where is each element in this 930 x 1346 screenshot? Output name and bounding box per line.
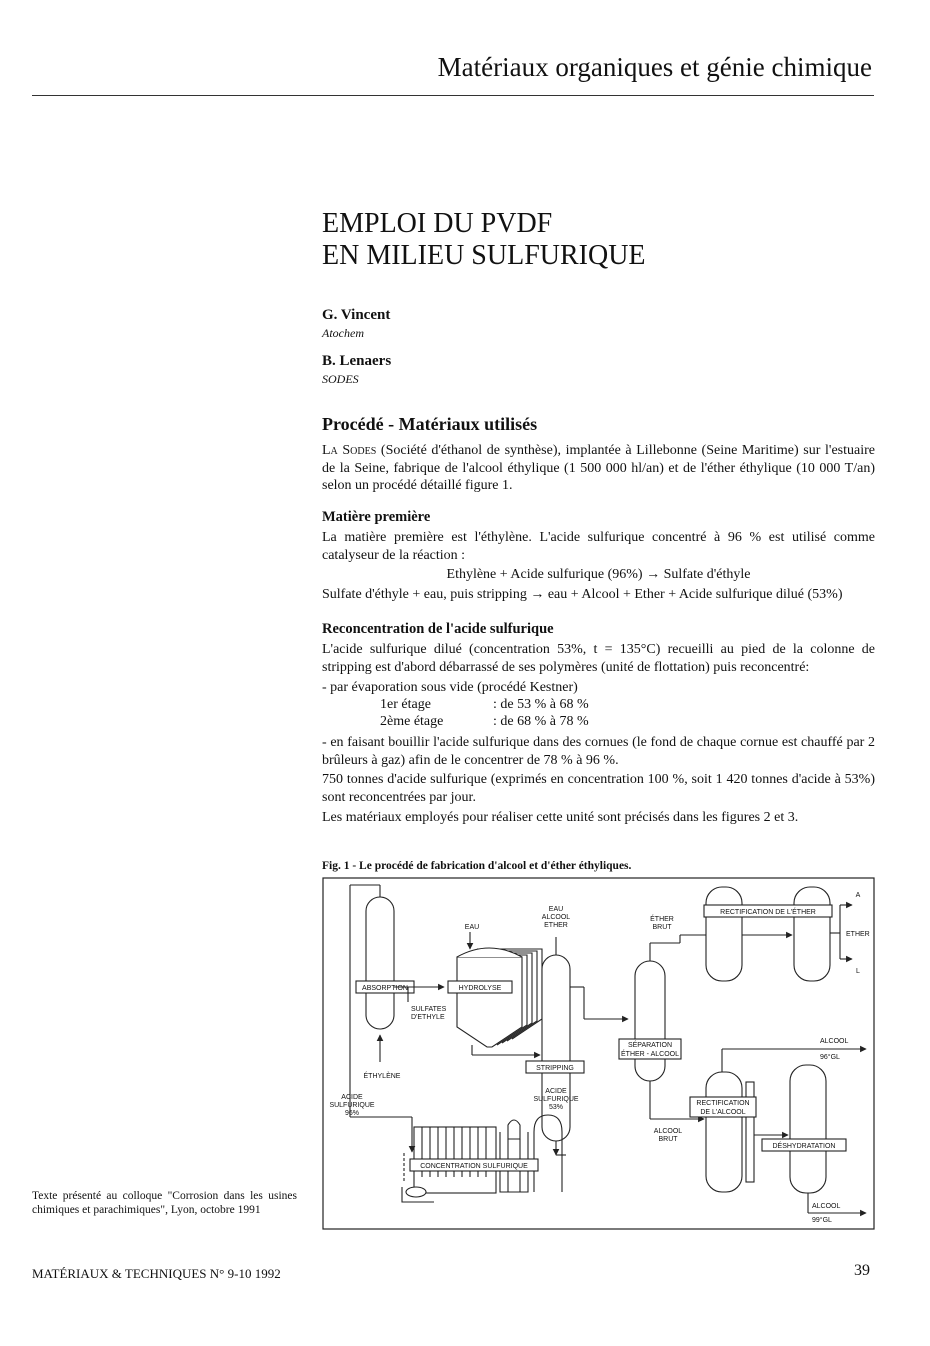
stage-2-name: 2ème étage <box>380 714 444 729</box>
title-line-1: EMPLOI DU PVDF <box>322 208 553 239</box>
label-a: A <box>855 892 861 899</box>
label-acide96-3: 96% <box>344 1110 360 1117</box>
rect-ether-column-1 <box>706 887 742 981</box>
label-separation-2: ÉTHER - ALCOOL <box>621 1051 679 1058</box>
page-number: 39 <box>854 1262 870 1279</box>
label-sulfates-1: SULFATES <box>411 1006 447 1013</box>
recon-paragraph-3: 750 tonnes d'acide sulfurique (exprimés en concentration 100 %, soit 1 420 tonnes d'acide à 53%) sont reconcentrées par jour. <box>322 772 875 805</box>
footer-journal: MATÉRIAUX & TECHNIQUES N° 9-10 1992 <box>32 1266 281 1281</box>
label-ether-brut-2: BRUT <box>652 924 672 931</box>
recon-paragraph-2: - en faisant bouillir l'acide sulfurique dans des cornues (le fond de chaque cornue est chauffé par 2 brûleurs à gaz) afin de le concentrer de 78 % à 96 %. <box>322 735 875 768</box>
stripping-column <box>542 955 570 1141</box>
intro-text: (Société d'éthanol de synthèse), implantée à Lillebonne (Seine Maritime) sur l'estuaire de la Seine, fabrique de l'alcool éthylique (1 500 000 hl/an) et de l'éther éthylique (10 000 T/an) selon un procédé détaillé figure 1. <box>322 443 875 493</box>
stage-1-name: 1er étage <box>380 697 431 712</box>
author-1-name: G. Vincent <box>322 307 391 323</box>
header-rule <box>32 95 874 96</box>
label-concentration: CONCENTRATION SULFURIQUE <box>420 1163 528 1170</box>
absorption-column <box>366 897 394 1029</box>
hydrolyse-vessel <box>457 957 522 1047</box>
label-alcool96-1: ALCOOL <box>820 1038 849 1045</box>
label-rect-ether: RECTIFICATION DE L'ÉTHER <box>720 909 816 916</box>
label-sulfates-2: D'ETHYLE <box>411 1014 445 1021</box>
stage-2-value: : de 68 % à 78 % <box>493 714 589 729</box>
label-alcool99-1: ALCOOL <box>812 1203 841 1210</box>
label-acide53-3: 53% <box>548 1104 564 1111</box>
matiere-paragraph: La matière première est l'éthylène. L'acide sulfurique concentré à 96 % est utilisé comme catalyseur de la réaction : <box>322 530 875 563</box>
label-eau: EAU <box>464 924 480 931</box>
matiere-heading: Matière première <box>322 509 431 525</box>
label-alcool-top: ALCOOL <box>541 914 571 921</box>
label-rect-alcool-2: DE L'ALCOOL <box>700 1109 746 1116</box>
label-absorption: ABSORPTION <box>362 985 408 992</box>
side-note: Texte présenté au colloque "Corrosion dans les usines chimiques et parachimiques", Lyon, octobre 1991 <box>32 1190 297 1216</box>
label-stripping: STRIPPING <box>536 1065 574 1072</box>
label-hydrolyse: HYDROLYSE <box>458 985 502 992</box>
label-ethylene: ÉTHYLÈNE <box>363 1073 401 1080</box>
label-deshydratation: DÉSHYDRATATION <box>772 1143 836 1150</box>
label-ether-out: ETHER <box>846 931 870 938</box>
intro-org-name: La Sodes <box>322 443 377 458</box>
figure-caption: Fig. 1 - Le procédé de fabrication d'alcool et d'éther éthyliques. <box>322 860 632 872</box>
author-1-affiliation: Atochem <box>322 326 364 340</box>
label-alcool99-2: 99°GL <box>812 1217 832 1224</box>
section-heading: Procédé - Matériaux utilisés <box>322 414 538 434</box>
intro-paragraph <box>322 442 875 495</box>
label-ether-top: ETHER <box>544 922 568 929</box>
label-acide96-1: ACIDE <box>341 1094 363 1101</box>
label-eau-top: EAU <box>548 906 564 913</box>
recon-heading: Reconcentration de l'acide sulfurique <box>322 621 554 637</box>
rect-ether-column-2 <box>794 887 830 981</box>
recon-paragraph-4: Les matériaux employés pour réaliser cette unité sont précisés dans les figures 2 et 3. <box>322 810 799 825</box>
reaction-2: Sulfate d'éthyle + eau, puis stripping → eau + Alcool + Ether + Acide sulfurique dilué (53%) <box>322 587 843 602</box>
title-line-2: EN MILIEU SULFURIQUE <box>322 240 646 271</box>
rect-alcool-column <box>706 1072 742 1192</box>
label-l: L <box>856 968 860 975</box>
author-2-name: B. Lenaers <box>322 353 392 369</box>
recon-paragraph-1: L'acide sulfurique dilué (concentration 53%, t = 135°C) recueilli au pied de la colonne de stripping est d'abord débarrassé de ses polymères (unité de flottation) puis reconcentré: <box>322 642 875 675</box>
label-rect-alcool-1: RECTIFICATION <box>696 1100 750 1107</box>
stage-1-value: : de 53 % à 68 % <box>493 697 589 712</box>
recon-list-head: - par évaporation sous vide (procédé Kestner) <box>322 680 578 695</box>
deshydratation-column <box>790 1065 826 1193</box>
label-alcool96-2: 96°GL <box>820 1054 840 1061</box>
separation-column <box>635 961 665 1081</box>
label-alcool-brut-1: ALCOOL <box>653 1128 683 1135</box>
label-acide53-2: SULFURIQUE <box>533 1096 579 1103</box>
label-acide53-1: ACIDE <box>545 1088 567 1095</box>
running-head: Matériaux organiques et génie chimique <box>437 52 872 82</box>
label-ether-brut-1: ÉTHER <box>650 916 674 923</box>
label-alcool-brut-2: BRUT <box>658 1136 678 1143</box>
reaction-1: Ethylène + Acide sulfurique (96%) → Sulfate d'éthyle <box>446 567 751 582</box>
article-title <box>322 208 646 272</box>
author-2-affiliation: SODES <box>322 372 359 386</box>
label-acide96-2: SULFURIQUE <box>329 1102 375 1109</box>
process-diagram <box>322 877 875 1230</box>
label-separation-1: SÉPARATION <box>627 1042 673 1049</box>
